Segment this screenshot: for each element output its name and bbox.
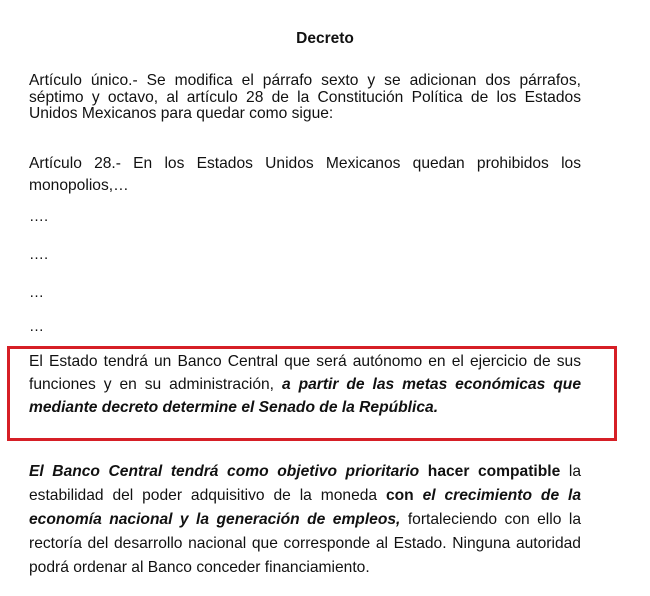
ellipsis-line: …	[29, 318, 44, 335]
ellipsis-line: ….	[29, 246, 49, 263]
highlighted-normal-text: El Estado tendrá un Banco Central que será autónomo en el ejercicio de sus funciones y en su administración,	[29, 353, 581, 393]
highlighted-emphasis-text: a partir de las metas económicas que mediante decreto determine el Senado de la República.	[29, 376, 581, 416]
objective-bold-italic-2: el crecimiento de la economía nacional y la generación de empleos,	[29, 487, 582, 528]
objective-normal-2: fortaleciendo con ello la rectoría del desarrollo nacional que corresponde al Estado. Ninguna autoridad podrá ordenar al Banco conceder financiamiento.	[29, 511, 581, 576]
ellipsis-line: ….	[29, 208, 49, 225]
document-title: Decreto	[296, 30, 354, 47]
article-single-paragraph: Artículo único.- Se modifica el párrafo sexto y se adicionan dos párrafos, séptimo y octavo, al artículo 28 de la Constitución Política de los Estados Unidos Mexicanos para quedar como sigue:	[29, 72, 581, 122]
objective-normal-1: la estabilidad del poder adquisitivo de la moneda	[29, 463, 582, 504]
objective-bold-italic-1: El Banco Central tendrá como objetivo prioritario	[29, 463, 420, 480]
highlighted-paragraph	[29, 350, 581, 419]
ellipsis-line: …	[29, 284, 44, 301]
article-28-paragraph: Artículo 28.- En los Estados Unidos Mexicanos quedan prohibidos los monopolios,…	[29, 155, 581, 194]
objective-bold-1: hacer compatible	[419, 463, 561, 480]
central-bank-objective-paragraph	[29, 460, 581, 580]
objective-bold-2: con	[385, 487, 414, 504]
